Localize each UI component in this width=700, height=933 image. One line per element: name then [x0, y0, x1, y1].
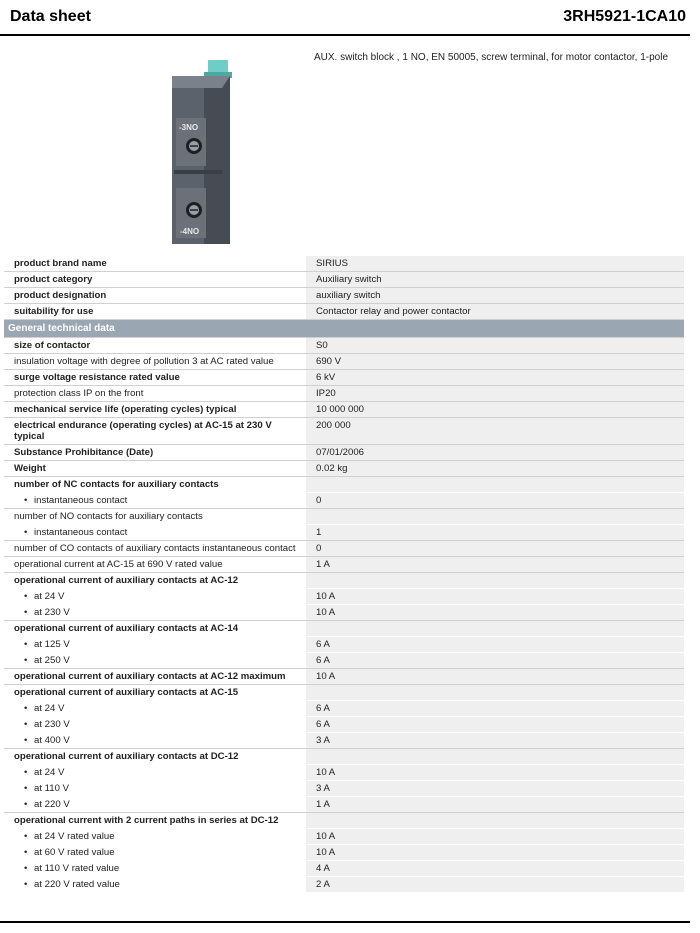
- spec-row: [4, 445, 684, 461]
- section-header: General technical data: [4, 320, 684, 338]
- spec-row: [4, 304, 684, 320]
- spec-row: [4, 605, 684, 621]
- spec-value: 07/01/2006: [306, 445, 684, 460]
- spec-row: [4, 685, 684, 701]
- document-title: Data sheet: [10, 8, 91, 25]
- spec-value: SIRIUS: [306, 256, 684, 271]
- spec-row: [4, 272, 684, 288]
- spec-row: [4, 461, 684, 477]
- spec-label: Weight: [4, 461, 306, 476]
- spec-row: [4, 493, 684, 509]
- spec-row: [4, 418, 684, 445]
- spec-value: 0: [306, 493, 684, 508]
- spec-value: [306, 477, 684, 492]
- spec-value: [306, 509, 684, 524]
- spec-row: [4, 701, 684, 717]
- spec-row: [4, 765, 684, 781]
- spec-label: operational current of auxiliary contacts at AC-14: [4, 621, 306, 636]
- spec-value: 6 kV: [306, 370, 684, 385]
- spec-label: • at 110 V rated value: [4, 861, 306, 876]
- spec-row: [4, 589, 684, 605]
- terminal-label-top: -3NO: [179, 123, 199, 132]
- spec-label: • at 110 V: [4, 781, 306, 796]
- spec-label: • at 250 V: [4, 653, 306, 668]
- spec-row: [4, 354, 684, 370]
- spec-label: • at 230 V: [4, 717, 306, 732]
- spec-label: operational current at AC-15 at 690 V rated value: [4, 557, 306, 572]
- spec-row: [4, 402, 684, 418]
- spec-value: 690 V: [306, 354, 684, 369]
- spec-value: 0: [306, 541, 684, 556]
- spec-label: • at 220 V: [4, 797, 306, 812]
- product-description: AUX. switch block , 1 NO, EN 50005, screw terminal, for motor contactor, 1-pole: [314, 52, 669, 63]
- spec-value: 1 A: [306, 797, 684, 812]
- spec-label: product brand name: [4, 256, 306, 271]
- spec-row: [4, 541, 684, 557]
- spec-row: [4, 877, 684, 893]
- spec-label: • at 400 V: [4, 733, 306, 748]
- spec-label: • at 220 V rated value: [4, 877, 306, 892]
- spec-value: 10 A: [306, 605, 684, 620]
- spec-row: [4, 829, 684, 845]
- spec-row: [4, 861, 684, 877]
- spec-value: 6 A: [306, 653, 684, 668]
- spec-row: [4, 477, 684, 493]
- spec-value: 6 A: [306, 637, 684, 652]
- spec-row: [4, 573, 684, 589]
- spec-row: [4, 509, 684, 525]
- spec-row: [4, 557, 684, 573]
- spec-row: [4, 256, 684, 272]
- spec-label: product category: [4, 272, 306, 287]
- spec-table: [4, 256, 684, 893]
- spec-value: 6 A: [306, 701, 684, 716]
- spec-value: [306, 573, 684, 588]
- spec-label: size of contactor: [4, 338, 306, 353]
- spec-value: [306, 685, 684, 700]
- spec-value: 4 A: [306, 861, 684, 876]
- spec-value: auxiliary switch: [306, 288, 684, 303]
- spec-label: operational current with 2 current paths in series at DC-12: [4, 813, 306, 828]
- spec-value: 10 000 000: [306, 402, 684, 417]
- spec-value: 10 A: [306, 765, 684, 780]
- spec-row: [4, 797, 684, 813]
- spec-row: [4, 781, 684, 797]
- spec-value: 1: [306, 525, 684, 540]
- spec-row: [4, 749, 684, 765]
- spec-value: 10 A: [306, 829, 684, 844]
- page-header: [0, 0, 690, 36]
- spec-label: • instantaneous contact: [4, 493, 306, 508]
- spec-value: [306, 621, 684, 636]
- spec-label: • at 125 V: [4, 637, 306, 652]
- spec-row: [4, 370, 684, 386]
- spec-value: Auxiliary switch: [306, 272, 684, 287]
- spec-value: 10 A: [306, 669, 684, 684]
- spec-value: 10 A: [306, 845, 684, 860]
- spec-label: insulation voltage with degree of pollution 3 at AC rated value: [4, 354, 306, 369]
- spec-label: • at 24 V: [4, 701, 306, 716]
- spec-label: • at 24 V: [4, 765, 306, 780]
- spec-label: • at 24 V rated value: [4, 829, 306, 844]
- spec-value: S0: [306, 338, 684, 353]
- spec-value: 6 A: [306, 717, 684, 732]
- spec-value: 3 A: [306, 781, 684, 796]
- spec-value: 10 A: [306, 589, 684, 604]
- spec-label: operational current of auxiliary contacts at AC-12: [4, 573, 306, 588]
- product-image: [168, 58, 234, 248]
- spec-label: Substance Prohibitance (Date): [4, 445, 306, 460]
- spec-value: 1 A: [306, 557, 684, 572]
- spec-label: number of NO contacts for auxiliary contacts: [4, 509, 306, 524]
- spec-value: 2 A: [306, 877, 684, 892]
- spec-row: [4, 845, 684, 861]
- product-code: 3RH5921-1CA10: [563, 8, 686, 25]
- terminal-label-bottom: -4NO: [180, 227, 200, 236]
- spec-label: protection class IP on the front: [4, 386, 306, 401]
- spec-label: electrical endurance (operating cycles) at AC-15 at 230 V typical: [4, 418, 306, 444]
- spec-row: [4, 637, 684, 653]
- spec-row: [4, 813, 684, 829]
- spec-label: • at 230 V: [4, 605, 306, 620]
- spec-label: • at 24 V: [4, 589, 306, 604]
- spec-value: IP20: [306, 386, 684, 401]
- spec-value: 0.02 kg: [306, 461, 684, 476]
- spec-label: suitability for use: [4, 304, 306, 319]
- spec-label: • instantaneous contact: [4, 525, 306, 540]
- spec-label: • at 60 V rated value: [4, 845, 306, 860]
- spec-row: [4, 386, 684, 402]
- spec-row: [4, 717, 684, 733]
- spec-value: Contactor relay and power contactor: [306, 304, 684, 319]
- spec-row: [4, 288, 684, 304]
- spec-row: [4, 669, 684, 685]
- spec-row: [4, 338, 684, 354]
- spec-label: product designation: [4, 288, 306, 303]
- spec-label: operational current of auxiliary contacts at AC-15: [4, 685, 306, 700]
- spec-value: 3 A: [306, 733, 684, 748]
- spec-value: [306, 749, 684, 764]
- spec-row: [4, 733, 684, 749]
- footer-divider: [0, 921, 690, 923]
- spec-label: mechanical service life (operating cycles) typical: [4, 402, 306, 417]
- spec-row: [4, 525, 684, 541]
- spec-value: [306, 813, 684, 828]
- spec-row: [4, 621, 684, 637]
- spec-label: number of NC contacts for auxiliary contacts: [4, 477, 306, 492]
- spec-label: operational current of auxiliary contacts at AC-12 maximum: [4, 669, 306, 684]
- spec-value: 200 000: [306, 418, 684, 444]
- spec-row: [4, 653, 684, 669]
- spec-label: surge voltage resistance rated value: [4, 370, 306, 385]
- spec-label: number of CO contacts of auxiliary contacts instantaneous contact: [4, 541, 306, 556]
- spec-label: operational current of auxiliary contacts at DC-12: [4, 749, 306, 764]
